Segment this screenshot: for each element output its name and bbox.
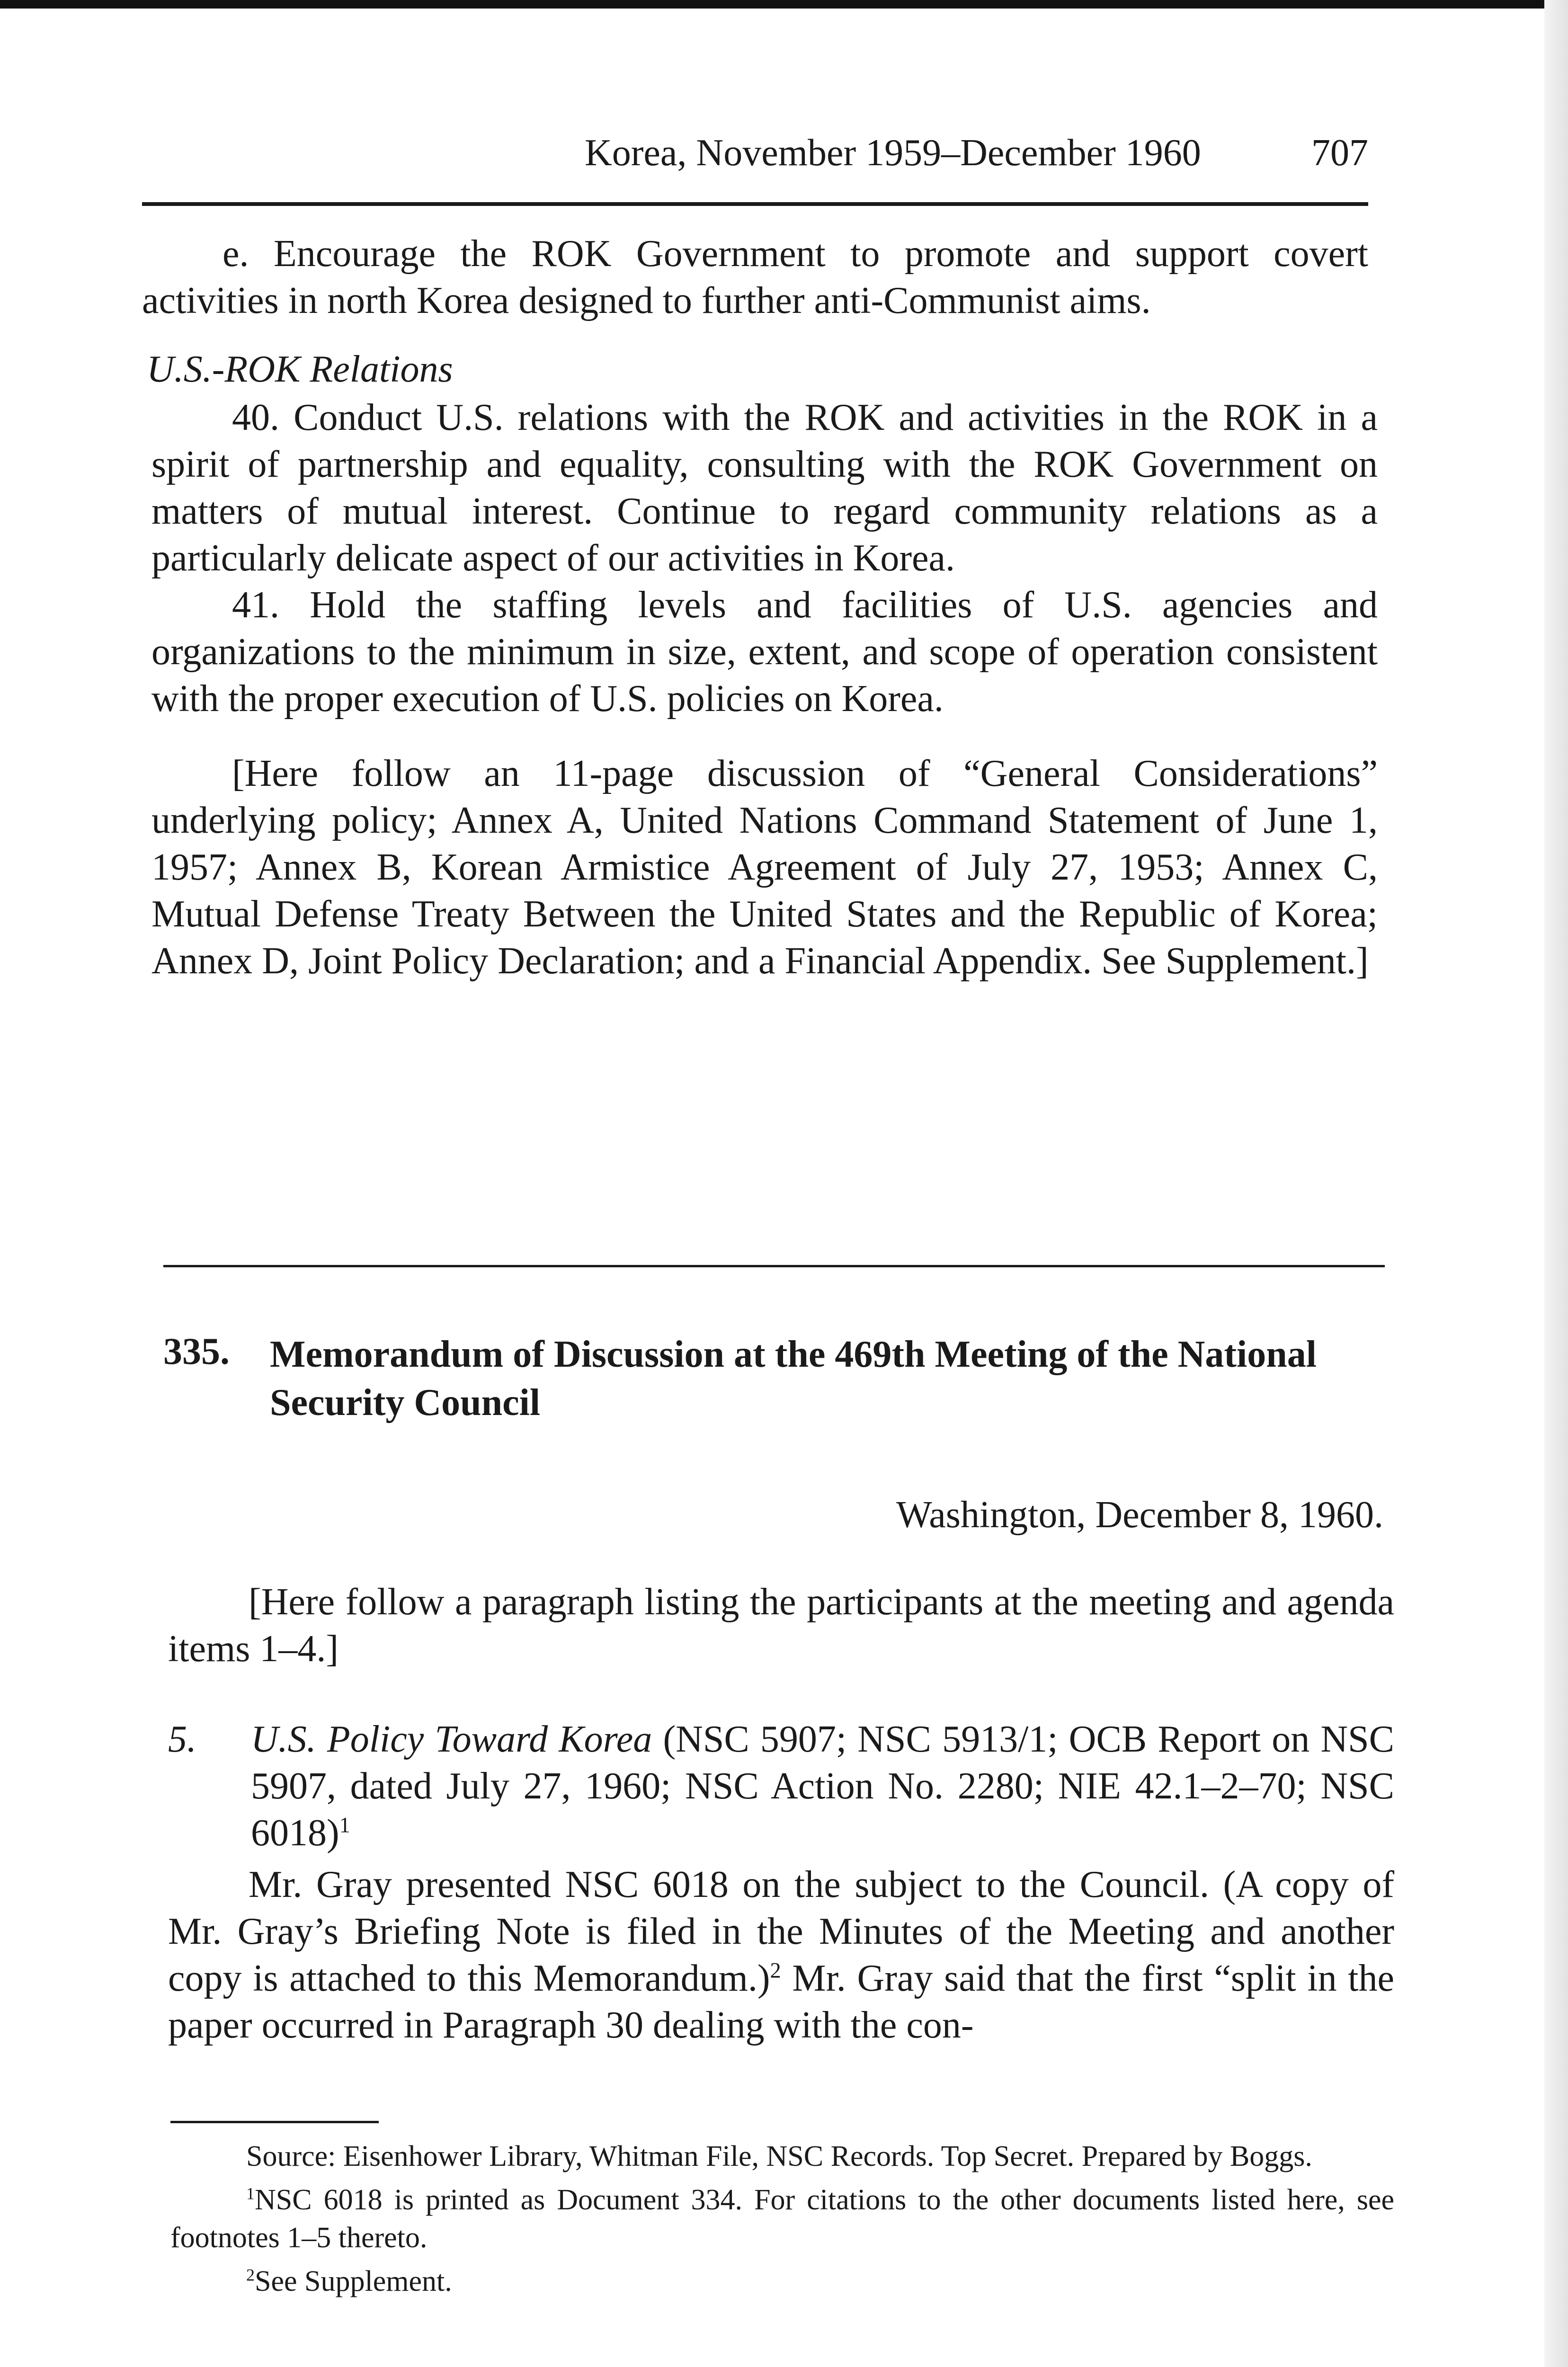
participants-note (168, 1579, 1394, 1673)
item-41-text: 41. Hold the staffing levels and facilities of U.S. agencies and organizations to the minimum in size, extent, and scope of operation consistent with the proper execution of U.S. policies on Korea. (151, 584, 1378, 720)
document-number: 335. (163, 1331, 230, 1372)
footnote-ref-1: 1 (339, 1813, 350, 1838)
source-note: Source: Eisenhower Library, Whitman File, NSC Records. Top Secret. Prepared by Boggs. (246, 2140, 1312, 2172)
footnote-1 (170, 2181, 1394, 2257)
footnote-1-mark: 1 (246, 2184, 255, 2203)
agenda-item-number: 5. (168, 1718, 196, 1760)
document-title: Memorandum of Discussion at the 469th Meeting of the National Security Council (270, 1334, 1317, 1424)
agenda-item-refs: (NSC 5907; NSC 5913/1; OCB Report on NSC 5907, dated July 27, 1960; NSC Action No. 2280; NIE 42.1–2–70; NSC 6018) (251, 1718, 1395, 1854)
scan-top-edge (0, 0, 1568, 9)
editorial-note (151, 750, 1378, 985)
footnote-2-mark: 2 (246, 2265, 255, 2285)
item-e (142, 231, 1368, 324)
page-header (142, 132, 1368, 200)
gray-paragraph (168, 1861, 1394, 2049)
footnotes (170, 2137, 1394, 2306)
footnote-2-text: See Supplement. (254, 2265, 452, 2297)
page-number: 707 (1311, 132, 1368, 174)
editorial-note-text: [Here follow an 11-page discussion of “General Considerations” underlying policy; Annex A, United Nations Command Statement of June 1, 1957; Annex B, Korean Armistice Agreement of July 27, 1953; Annex C, Mutual Defense Treaty Between the United States and the Republic of Korea; Annex D, Joint Policy Declaration; and a Financial Appendix. See Supplement.] (151, 753, 1378, 982)
item-e-text: e. Encourage the ROK Government to promote and support covert activities in north Korea designed to further anti-Communist aims. (142, 233, 1368, 321)
header-rule (142, 202, 1368, 206)
scan-right-edge (1544, 0, 1568, 2367)
participants-note-text: [Here follow a paragraph listing the participants at the meeting and agenda items 1–4.] (168, 1581, 1394, 1670)
gray-para-part2: Mr. Gray said that the first “split in the paper occurred in Paragraph 30 dealing with the con- (168, 1958, 1394, 2046)
footnote-rule (170, 2121, 379, 2123)
item-40-text: 40. Conduct U.S. relations with the ROK and activities in the ROK in a spirit of partnership and equality, consulting with the ROK Government on matters of mutual interest. Continue to regard community relations as a particularly delicate aspect of our activities in Korea. (151, 397, 1378, 579)
agenda-item-5 (251, 1716, 1394, 1857)
section-heading-relations: U.S.-ROK Relations (147, 348, 453, 390)
running-head: Korea, November 1959–December 1960 (585, 132, 1201, 174)
footnote-2 (170, 2262, 1394, 2300)
footnote-1-text: NSC 6018 is printed as Document 334. For citations to the other documents listed here, see footnotes 1–5 thereto. (170, 2184, 1394, 2254)
items-40-41 (151, 394, 1378, 722)
agenda-item-title: U.S. Policy Toward Korea (251, 1718, 652, 1760)
footnote-ref-2: 2 (770, 1958, 781, 1983)
document-separator-rule (163, 1265, 1385, 1267)
gray-para-part1: Mr. Gray presented NSC 6018 on the subject to the Council. (A copy of Mr. Gray’s Briefing Note is filed in the Minutes of the Meeting and another copy is attached to this Memorandum.) (168, 1864, 1394, 1999)
place-date-line: Washington, December 8, 1960. (896, 1494, 1383, 1536)
